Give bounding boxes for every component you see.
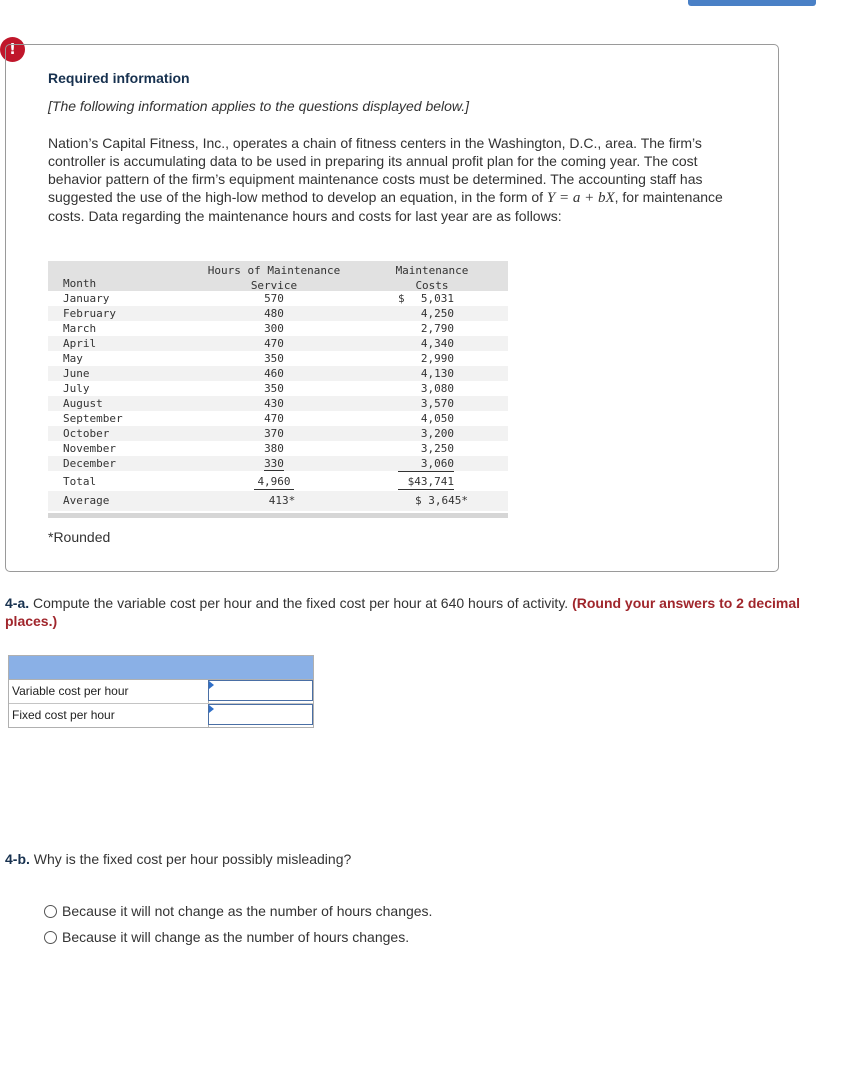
table-row: June 460 4,130 xyxy=(48,366,508,381)
header-costs: Maintenance Costs xyxy=(395,264,469,292)
table-row: August 430 3,570 xyxy=(48,396,508,411)
table-row: December 330 3,060 xyxy=(48,456,508,471)
equation: Y = a + bX xyxy=(546,190,615,206)
answer-table-header xyxy=(9,656,313,680)
header-month: Month xyxy=(63,277,97,290)
question-4b: 4-b. Why is the fixed cost per hour possibly misleading? xyxy=(5,851,352,867)
table-row: July 350 3,080 xyxy=(63,382,454,395)
option-label: Because it will not change as the number of hours changes. xyxy=(62,903,433,919)
info-title: Required information xyxy=(48,70,190,86)
answer-row-variable-cost xyxy=(9,680,313,704)
table-header xyxy=(48,261,508,291)
table-average-row: Average 413* $ 3,645* xyxy=(48,491,508,511)
top-navigation-bar[interactable] xyxy=(688,0,816,6)
table-footer-bar xyxy=(48,513,508,518)
answer-table xyxy=(8,655,314,728)
table-row: September 470 4,050 xyxy=(63,412,454,425)
option-will-not-change[interactable] xyxy=(44,903,432,919)
table-total-row: Total 4,960 $43,741 xyxy=(48,471,508,491)
table-row: May 350 2,990 xyxy=(63,352,454,365)
question-4a: 4-a. Compute the variable cost per hour and the fixed cost per hour at 640 hours of activity. (Round your answers to 2 decimal places.) xyxy=(5,595,800,629)
variable-cost-input[interactable] xyxy=(208,680,313,701)
maintenance-data-table xyxy=(48,261,508,518)
fixed-cost-label: Fixed cost per hour xyxy=(12,704,209,727)
table-row: March 300 2,790 xyxy=(63,322,454,335)
input-marker-icon xyxy=(209,705,214,713)
option-will-change[interactable] xyxy=(44,929,409,945)
input-marker-icon xyxy=(209,681,214,689)
alert-icon: ! xyxy=(0,37,25,62)
radio-button[interactable] xyxy=(44,931,57,944)
fixed-cost-input[interactable] xyxy=(208,704,313,725)
rounded-note: *Rounded xyxy=(48,529,111,545)
table-row: April 470 4,340 xyxy=(48,336,508,351)
info-paragraph: Nation’s Capital Fitness, Inc., operates a chain of fitness centers in the Washington, D.C., area. The firm’s controller is accumulating data to be used in preparing its annual profit plan for the coming year. The cost behavior pattern of the firm’s equipment maintenance costs must be determined. The accounting staff has suggested the use of the high-low method to develop an equation, in the form of Y = a + bX, for maintenance costs. Data regarding the maintenance hours and costs for last year are as follows: xyxy=(48,135,723,224)
answer-row-fixed-cost xyxy=(9,704,313,727)
table-row: February 480 4,250 xyxy=(48,306,508,321)
round-instruction: (Round your answers to 2 decimal places.) xyxy=(5,595,800,629)
option-label: Because it will change as the number of hours changes. xyxy=(62,929,410,945)
table-row: November 380 3,250 xyxy=(63,442,454,455)
info-subtitle: [The following information applies to the questions displayed below.] xyxy=(48,98,470,114)
header-hours: Hours of Maintenance Service xyxy=(207,264,341,292)
radio-button[interactable] xyxy=(44,905,57,918)
variable-cost-label: Variable cost per hour xyxy=(12,680,209,703)
table-row: January 570 $ 5,031 xyxy=(63,292,454,305)
table-row: October 370 3,200 xyxy=(48,426,508,441)
